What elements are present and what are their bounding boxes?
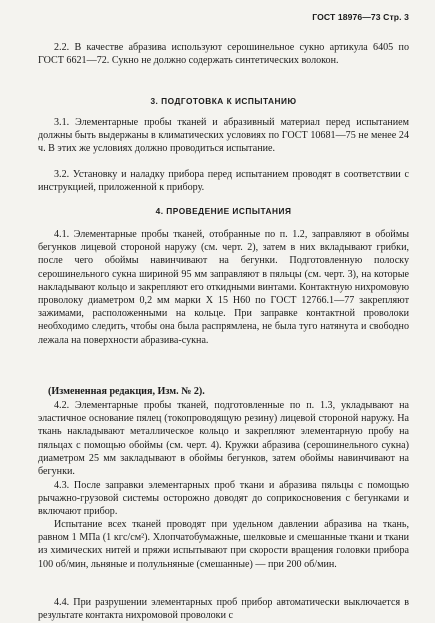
amendment-note: (Измененная редакция, Изм. № 2). [48,386,205,397]
paragraph-4-1: 4.1. Элементарные пробы тканей, отобранные по п. 1.2, заправляют в обоймы бегунков лицевой стороной наружу (см. черт. 2), затем в них вкладывают грибки, после чего обоймы навинчивают на бегунки. Подготовленную полоску серошинельного сукна шириной 95 мм заправляют в пяльцы (см. черт. 3), на которые накладывают кольцо и закрепляют его откидными винтами. Контактную нихромовую проволоку диаметром 0,2 мм марки Х 15 Н60 по ГОСТ 12766.1—77 закрепляют зажимами, расположенными на кольце. При заправке контактной проволоки необходимо следить, чтобы она была распрямлена, не была туго натянута и свободно лежала на поверхности абразива-сукна. [38,229,409,346]
paragraph-4-4: 4.4. При разрушении элементарных проб прибор автоматически выключается в результате контакта нихромовой проволоки с [38,597,409,622]
paragraph-4-2: 4.2. Элементарные пробы тканей, подготовленные по п. 1.3, укладывают на эластичное основание пялец (токопроводящую резину) лицевой стороной наружу. На ткань накладывают металлическое кольцо и закрепляют элементарную пробу на пяльцах с помощью обоймы (см. черт. 4). Кружки абразива (серошинельного сукна) диаметром 25 мм закладывают в обоймы бегунков, затем обоймы навинчивают на бегунки. [38,400,409,478]
paragraph-4-3: 4.3. После заправки элементарных проб ткани и абразива пяльцы с помощью рычажно-грузовой системы осторожно доводят до соприкосновения с бегунками и включают прибор. [38,480,409,518]
section-4-heading: 4. ПРОВЕДЕНИЕ ИСПЫТАНИЯ [155,206,292,216]
paragraph-test-conditions: Испытание всех тканей проводят при удельном давлении абразива на ткань, равном 1 МПа (1 кгс/см²). Хлопчатобумажные, шелковые и смешанные ткани и ткани из химических нитей и пряжи испытывают при скорости вращения головки прибора 100 об/мин, льняные и полульняные (смешанные) — при 200 об/мин. [38,519,409,570]
paragraph-2-2: 2.2. В качестве абразива используют серошинельное сукно артикула 6405 по ГОСТ 6621—72. Сукно не должно содержать синтетических волокон. [38,42,409,67]
paragraph-3-1: 3.1. Элементарные пробы тканей и абразивный материал перед испытанием должны быть выдержаны в климатических условиях по ГОСТ 10681—75 не менее 24 ч. В этих же условиях должно проводиться испытание. [38,117,409,155]
paragraph-3-2: 3.2. Установку и наладку прибора перед испытанием проводят в соответствии с инструкцией, приложенной к прибору. [38,169,409,194]
section-3-heading: 3. ПОДГОТОВКА К ИСПЫТАНИЮ [150,96,297,106]
page-header: ГОСТ 18976—73 Стр. 3 [312,12,409,22]
